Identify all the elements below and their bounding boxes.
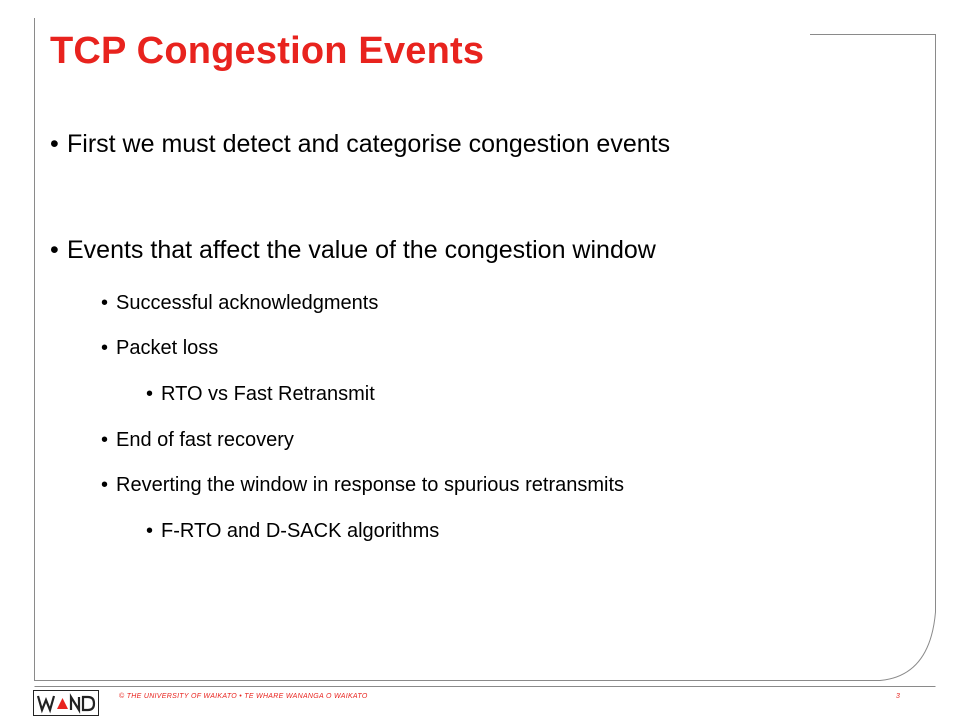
bullet-dot-icon: •: [101, 474, 109, 496]
bullet-dot-icon: •: [146, 383, 154, 405]
bullet-dot-icon: •: [101, 429, 109, 451]
bullet-dot-icon: •: [101, 337, 109, 359]
bullet-text: End of fast recovery: [116, 429, 294, 451]
bullet-item: [101, 474, 624, 497]
bullet-item: [50, 130, 670, 159]
bullet-item: [146, 520, 439, 543]
wand-logo: [33, 690, 99, 716]
bullet-item: [50, 236, 656, 265]
bullet-item: [101, 292, 378, 315]
bullet-dot-icon: •: [146, 520, 154, 542]
bullet-text: RTO vs Fast Retransmit: [161, 383, 375, 405]
bullet-text: First we must detect and categorise congestion events: [67, 130, 671, 158]
page-number: 3: [896, 693, 900, 700]
bullet-text: Successful acknowledgments: [116, 292, 379, 314]
bullet-text: Reverting the window in response to spurious retransmits: [116, 474, 625, 496]
bullet-text: Events that affect the value of the congestion window: [67, 236, 656, 264]
bullet-dot-icon: •: [101, 292, 109, 314]
bullet-text: Packet loss: [116, 337, 219, 359]
bullet-dot-icon: •: [50, 236, 59, 264]
footer-copyright: © THE UNIVERSITY OF WAIKATO • TE WHARE WANANGA O WAIKATO: [119, 693, 368, 700]
slide-title: TCP Congestion Events: [50, 30, 485, 72]
bullet-item: [101, 429, 294, 452]
bullet-text: F-RTO and D-SACK algorithms: [161, 520, 440, 542]
bullet-item: [146, 383, 375, 406]
bullet-dot-icon: •: [50, 130, 59, 158]
bullet-item: [101, 337, 218, 360]
